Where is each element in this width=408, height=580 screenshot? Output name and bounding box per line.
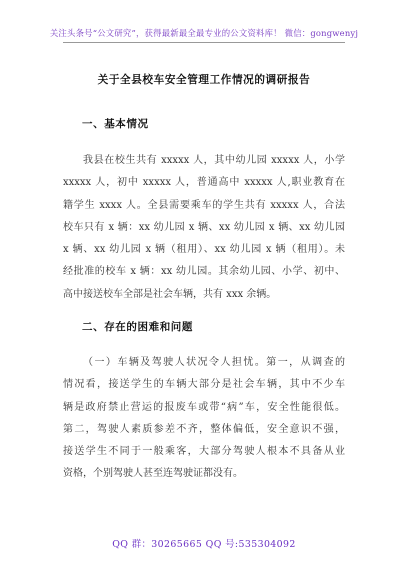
paragraph-line: 第二，驾驶人素质参差不齐，整体偏低，安全意识不强， <box>63 423 345 435</box>
paragraph-line: x 辆、xx 幼儿园 x 辆（租用）、xx 幼儿园 x 辆（租用）。未 <box>63 244 345 256</box>
paragraph-line: （一）车辆及驾驶人状况令人担忧。第一，从调查的 <box>83 357 345 368</box>
header-promo-text: 关注头条号“公文研究”，获得最新最全最专业的公文资料库！ 微信：gongwenyj <box>49 28 359 38</box>
paragraph-line: 接送学生不同于一般乘客，大部分驾驶人根本不具备从业 <box>63 446 345 458</box>
document-title: 关于全县校车安全管理工作情况的调研报告 <box>97 74 311 86</box>
paragraph-line: 我县在校生共有 xxxxx 人，其中幼儿园 xxxxx 人，小学 <box>83 155 345 166</box>
paragraph-line: 高中接送校车全部是社会车辆，共有 xxx 余辆。 <box>63 288 277 300</box>
paragraph-line: 资格，个别驾驶人甚至连驾驶证都没有。 <box>63 468 243 480</box>
section-heading-basic-info: 一、基本情况 <box>82 118 149 130</box>
paragraph-line: 情况看，接送学生的车辆大部分是社会车辆，其中不少车 <box>63 379 345 391</box>
section-paragraph-problems <box>63 352 345 486</box>
paragraph-line: xxxxx 人，初中 xxxxx 人，普通高中 xxxxx 人,职业教育在 <box>63 177 345 189</box>
paragraph-line: 经批准的校车 x 辆：xx 幼儿园。其余幼儿园、小学、初中、 <box>63 266 345 278</box>
section-heading-problems: 二、存在的困难和问题 <box>82 321 193 333</box>
paragraph-line: 辆是政府禁止营运的报废车或带“病”车，安全性能很低。 <box>63 401 345 413</box>
paragraph-line: 校车只有 x 辆：xx 幼儿园 x 辆、xx 幼儿园 x 辆、xx 幼儿园 <box>63 221 345 233</box>
section-paragraph-basic-info <box>63 150 345 306</box>
paragraph-line: 籍学生 xxxx 人。全县需要乘车的学生共有 xxxxx 人，合法 <box>63 199 345 211</box>
footer-contact-text: QQ 群：30265665 QQ 号:535304092 <box>112 539 296 550</box>
header-divider <box>63 42 345 43</box>
